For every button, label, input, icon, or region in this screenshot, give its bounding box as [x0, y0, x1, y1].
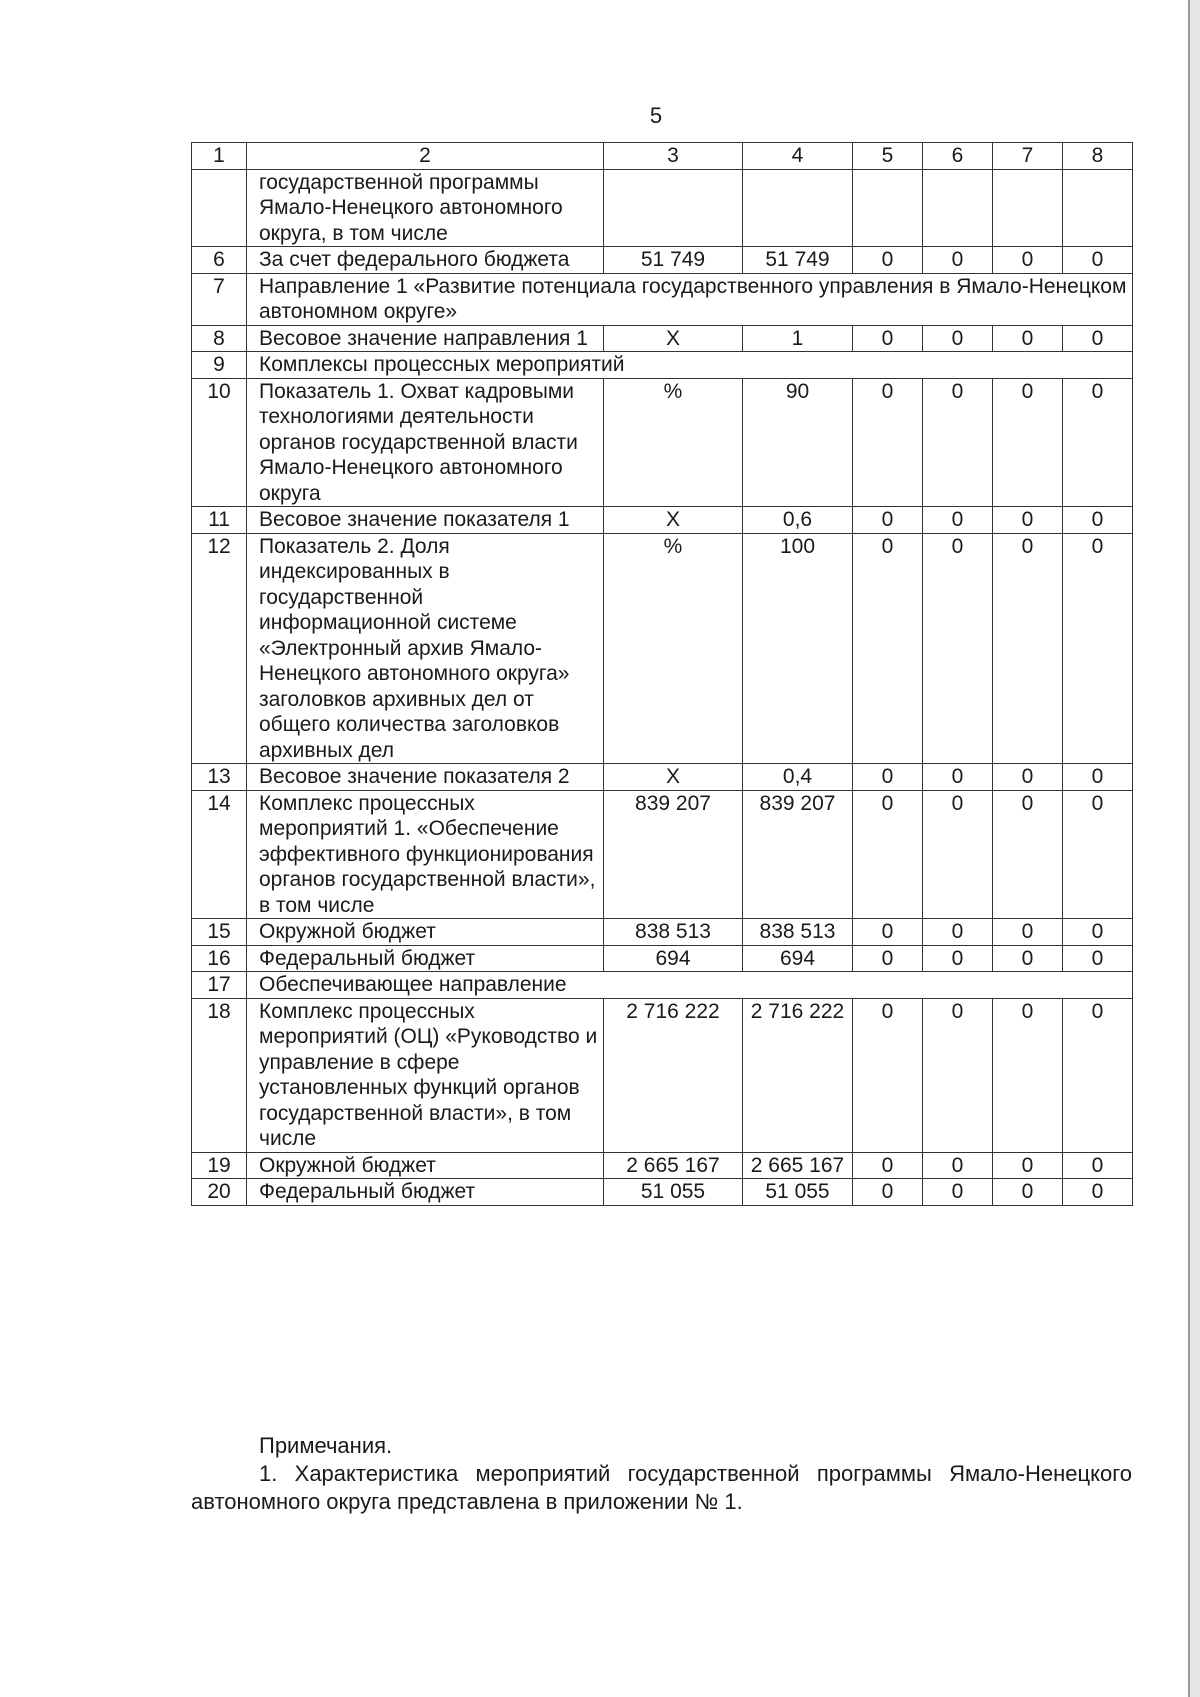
value-cell [993, 169, 1063, 247]
row-number-cell: 15 [192, 919, 247, 946]
value-cell: 0 [853, 790, 923, 919]
value-cell: 0 [853, 945, 923, 972]
row-number-cell: 14 [192, 790, 247, 919]
value-cell: 838 513 [604, 919, 743, 946]
value-cell: 838 513 [743, 919, 853, 946]
notes-section [191, 1432, 1132, 1516]
value-cell: 0 [1063, 507, 1133, 534]
value-cell: 0,4 [743, 764, 853, 791]
value-cell [853, 169, 923, 247]
value-cell: 0 [853, 533, 923, 764]
value-cell: 2 716 222 [604, 998, 743, 1152]
value-cell: 0 [993, 945, 1063, 972]
value-cell: 0 [923, 533, 993, 764]
value-cell: 0 [993, 325, 1063, 352]
row-number-cell: 19 [192, 1152, 247, 1179]
value-cell: 0 [993, 764, 1063, 791]
value-cell: 0 [853, 378, 923, 507]
row-number-cell: 16 [192, 945, 247, 972]
row-number-cell: 8 [192, 325, 247, 352]
value-cell: % [604, 378, 743, 507]
value-cell: 0 [923, 790, 993, 919]
table-header-cell: 5 [853, 143, 923, 170]
description-cell: Весовое значение направления 1 [247, 325, 604, 352]
value-cell: 0 [1063, 247, 1133, 274]
section-title-cell: Направление 1 «Развитие потенциала государственного управления в Ямало-Ненецком автономном округе» [247, 273, 1133, 325]
row-number-cell: 10 [192, 378, 247, 507]
description-cell: Окружной бюджет [247, 919, 604, 946]
table-row [192, 945, 1133, 972]
table-row [192, 533, 1133, 764]
table-row [192, 998, 1133, 1152]
value-cell: 0 [853, 325, 923, 352]
table-header-cell: 4 [743, 143, 853, 170]
value-cell: 0 [923, 1179, 993, 1206]
value-cell: 0 [923, 764, 993, 791]
table-header-row [192, 143, 1133, 170]
description-cell: Федеральный бюджет [247, 1179, 604, 1206]
table-row [192, 764, 1133, 791]
value-cell: 0 [993, 790, 1063, 919]
value-cell: 0 [923, 247, 993, 274]
table-row [192, 325, 1133, 352]
table-row [192, 378, 1133, 507]
value-cell: 0 [923, 919, 993, 946]
value-cell: 51 749 [604, 247, 743, 274]
page-number: 5 [649, 103, 663, 128]
value-cell: 0 [1063, 919, 1133, 946]
value-cell: 0 [993, 533, 1063, 764]
value-cell: X [604, 325, 743, 352]
value-cell: 0 [1063, 533, 1133, 764]
table-header-cell: 6 [923, 143, 993, 170]
row-number-cell: 17 [192, 972, 247, 999]
value-cell: 0 [923, 507, 993, 534]
table-header-cell: 1 [192, 143, 247, 170]
row-number-cell: 11 [192, 507, 247, 534]
description-cell: Показатель 2. Доля индексированных в государственной информационной системе «Электронный архив Ямало-Ненецкого автономного округа» заголовков архивных дел от общего количества заголовков архивных дел [247, 533, 604, 764]
value-cell: 839 207 [743, 790, 853, 919]
value-cell: 0 [853, 919, 923, 946]
value-cell: 839 207 [604, 790, 743, 919]
table-row [192, 790, 1133, 919]
value-cell: 51 055 [743, 1179, 853, 1206]
value-cell: 0 [993, 998, 1063, 1152]
value-cell: 0 [1063, 998, 1133, 1152]
description-cell: государственной программы Ямало-Ненецкого автономного округа, в том числе [247, 169, 604, 247]
table-header-cell: 8 [1063, 143, 1133, 170]
description-cell: Комплекс процессных мероприятий (ОЦ) «Руководство и управление в сфере установленных функций органов государственной власти», в том числе [247, 998, 604, 1152]
table-header-cell: 3 [604, 143, 743, 170]
value-cell: 0 [853, 1152, 923, 1179]
value-cell: 0 [1063, 1179, 1133, 1206]
value-cell: 0 [853, 998, 923, 1152]
value-cell: 2 716 222 [743, 998, 853, 1152]
row-number-cell: 18 [192, 998, 247, 1152]
section-title-cell: Комплексы процессных мероприятий [247, 352, 1133, 379]
value-cell: 51 055 [604, 1179, 743, 1206]
value-cell: 0 [993, 247, 1063, 274]
table-header-cell: 7 [993, 143, 1063, 170]
table-row [192, 919, 1133, 946]
value-cell: 0 [923, 945, 993, 972]
table-row [192, 169, 1133, 247]
row-number-cell: 9 [192, 352, 247, 379]
description-cell: За счет федерального бюджета [247, 247, 604, 274]
row-number-cell: 7 [192, 273, 247, 325]
value-cell: 2 665 167 [604, 1152, 743, 1179]
description-cell: Комплекс процессных мероприятий 1. «Обеспечение эффективного функционирования органов государственной власти», в том числе [247, 790, 604, 919]
table-row [192, 1152, 1133, 1179]
value-cell: 694 [743, 945, 853, 972]
value-cell: X [604, 764, 743, 791]
value-cell [604, 169, 743, 247]
description-cell: Весовое значение показателя 2 [247, 764, 604, 791]
value-cell: 694 [604, 945, 743, 972]
table-section-row [192, 972, 1133, 999]
value-cell: 1 [743, 325, 853, 352]
table-row [192, 247, 1133, 274]
section-title-cell: Обеспечивающее направление [247, 972, 1133, 999]
value-cell: 0 [853, 1179, 923, 1206]
value-cell: 100 [743, 533, 853, 764]
notes-title: Примечания. [259, 1433, 393, 1458]
table-row [192, 1179, 1133, 1206]
table-section-row [192, 273, 1133, 325]
description-cell: Федеральный бюджет [247, 945, 604, 972]
value-cell: 0 [1063, 790, 1133, 919]
value-cell [743, 169, 853, 247]
value-cell: 0 [853, 247, 923, 274]
value-cell: 51 749 [743, 247, 853, 274]
description-cell: Показатель 1. Охват кадровыми технологиями деятельности органов государственной власти Ямало-Ненецкого автономного округа [247, 378, 604, 507]
value-cell: X [604, 507, 743, 534]
value-cell: 0,6 [743, 507, 853, 534]
value-cell: 0 [1063, 1152, 1133, 1179]
value-cell: 0 [853, 507, 923, 534]
table-section-row [192, 352, 1133, 379]
value-cell: 0 [1063, 378, 1133, 507]
value-cell [1063, 169, 1133, 247]
value-cell: 0 [923, 378, 993, 507]
value-cell: 0 [1063, 945, 1133, 972]
value-cell: 0 [923, 325, 993, 352]
value-cell: 0 [853, 764, 923, 791]
row-number-cell: 6 [192, 247, 247, 274]
description-cell: Весовое значение показателя 1 [247, 507, 604, 534]
value-cell: 0 [993, 1179, 1063, 1206]
value-cell: % [604, 533, 743, 764]
value-cell: 0 [993, 378, 1063, 507]
description-cell: Окружной бюджет [247, 1152, 604, 1179]
value-cell: 0 [993, 1152, 1063, 1179]
value-cell: 0 [993, 507, 1063, 534]
note-item: 1. Характеристика мероприятий государственной программы Ямало-Ненецкого автономного округа представлена в приложении № 1. [191, 1461, 1132, 1514]
row-number-cell: 12 [192, 533, 247, 764]
row-number-cell: 20 [192, 1179, 247, 1206]
value-cell: 2 665 167 [743, 1152, 853, 1179]
row-number-cell [192, 169, 247, 247]
budget-table [191, 142, 1133, 1206]
table-header-cell: 2 [247, 143, 604, 170]
value-cell: 0 [923, 1152, 993, 1179]
value-cell: 0 [1063, 764, 1133, 791]
value-cell: 0 [993, 919, 1063, 946]
row-number-cell: 13 [192, 764, 247, 791]
value-cell [923, 169, 993, 247]
value-cell: 90 [743, 378, 853, 507]
value-cell: 0 [923, 998, 993, 1152]
table-row [192, 507, 1133, 534]
value-cell: 0 [1063, 325, 1133, 352]
